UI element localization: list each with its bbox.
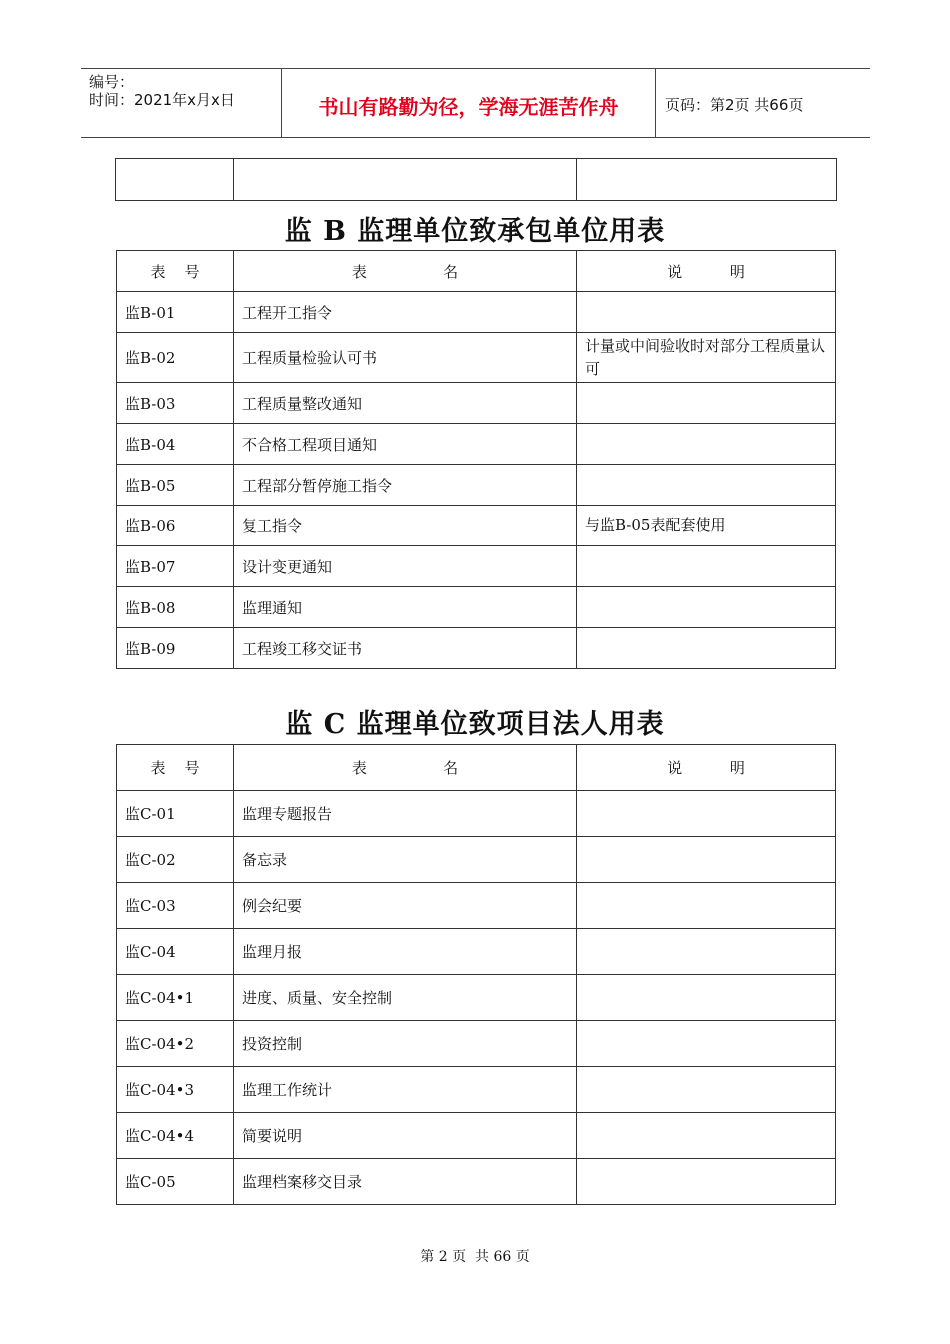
form-note [577, 837, 836, 883]
form-name: 监理档案移交目录 [234, 1159, 577, 1205]
doc-code-label: 编号： [89, 73, 135, 91]
form-name: 工程开工指令 [234, 292, 577, 333]
form-name: 工程部分暂停施工指令 [234, 465, 577, 506]
header-page-info: 页码：第2页 共66页 [665, 96, 804, 114]
form-name: 工程竣工移交证书 [234, 628, 577, 669]
form-name: 例会纪要 [234, 883, 577, 929]
column-header-code: 表 号 [117, 251, 234, 292]
form-code: 监B-04 [117, 424, 234, 465]
page-header [81, 68, 870, 138]
table-row [117, 1113, 836, 1159]
table-header-row [117, 251, 836, 292]
table-header-row [117, 745, 836, 791]
form-code: 监C-04•2 [117, 1021, 234, 1067]
table-row [117, 975, 836, 1021]
form-note [577, 424, 836, 465]
form-code: 监B-05 [117, 465, 234, 506]
form-note [577, 546, 836, 587]
table-row [117, 383, 836, 424]
form-name: 不合格工程项目通知 [234, 424, 577, 465]
form-code: 监C-05 [117, 1159, 234, 1205]
form-name: 复工指令 [234, 506, 577, 546]
doc-time-label: 时间：2021年x月x日 [89, 91, 235, 109]
table-row [117, 292, 836, 333]
form-code: 监B-06 [117, 506, 234, 546]
previous-table-remnant [115, 158, 837, 201]
form-code: 监C-04•4 [117, 1113, 234, 1159]
form-code: 监B-08 [117, 587, 234, 628]
form-name: 监理通知 [234, 587, 577, 628]
column-header-note: 说 明 [577, 745, 836, 791]
table-row [117, 1067, 836, 1113]
form-code: 监B-09 [117, 628, 234, 669]
table-row [117, 546, 836, 587]
form-note [577, 465, 836, 506]
form-name: 监理工作统计 [234, 1067, 577, 1113]
form-name: 简要说明 [234, 1113, 577, 1159]
table-row [117, 791, 836, 837]
table-cell [116, 159, 234, 201]
section-b-table [116, 250, 836, 669]
form-note [577, 929, 836, 975]
header-motto: 书山有路勤为径，学海无涯苦作舟 [318, 95, 619, 119]
form-name: 进度、质量、安全控制 [234, 975, 577, 1021]
form-code: 监C-04 [117, 929, 234, 975]
table-row [117, 628, 836, 669]
form-code: 监C-01 [117, 791, 234, 837]
table-row [117, 506, 836, 546]
form-note [577, 1067, 836, 1113]
form-code: 监B-03 [117, 383, 234, 424]
table-row [117, 465, 836, 506]
form-note [577, 1021, 836, 1067]
form-code: 监B-02 [117, 333, 234, 383]
form-name: 投资控制 [234, 1021, 577, 1067]
form-note [577, 292, 836, 333]
table-row [117, 587, 836, 628]
form-code: 监B-07 [117, 546, 234, 587]
table-row [117, 837, 836, 883]
form-note [577, 383, 836, 424]
form-name: 工程质量检验认可书 [234, 333, 577, 383]
table-row [117, 929, 836, 975]
section-c-table [116, 744, 836, 1205]
column-header-code: 表 号 [117, 745, 234, 791]
form-note [577, 975, 836, 1021]
form-code: 监C-04•3 [117, 1067, 234, 1113]
table-row [117, 333, 836, 383]
column-header-name: 表 名 [234, 251, 577, 292]
form-note [577, 587, 836, 628]
form-name: 监理月报 [234, 929, 577, 975]
table-row [117, 883, 836, 929]
form-code: 监C-03 [117, 883, 234, 929]
header-meta [89, 73, 235, 109]
table-cell [234, 159, 577, 201]
table-row [117, 424, 836, 465]
header-divider [655, 69, 656, 137]
table-cell [577, 159, 837, 201]
form-name: 工程质量整改通知 [234, 383, 577, 424]
form-note [577, 883, 836, 929]
form-note [577, 628, 836, 669]
form-name: 设计变更通知 [234, 546, 577, 587]
form-note [577, 791, 836, 837]
table-row [116, 159, 837, 201]
column-header-note: 说 明 [577, 251, 836, 292]
form-name: 备忘录 [234, 837, 577, 883]
section-b-title: 监 B 监理单位致承包单位用表 [284, 216, 666, 247]
table-row [117, 1159, 836, 1205]
form-code: 监B-01 [117, 292, 234, 333]
form-code: 监C-02 [117, 837, 234, 883]
form-note: 与监B-05表配套使用 [577, 506, 836, 546]
form-note [577, 1113, 836, 1159]
form-name: 监理专题报告 [234, 791, 577, 837]
page-footer: 第 2 页 共 66 页 [420, 1249, 530, 1265]
form-code: 监C-04•1 [117, 975, 234, 1021]
form-note [577, 1159, 836, 1205]
table-row [117, 1021, 836, 1067]
column-header-name: 表 名 [234, 745, 577, 791]
form-note: 计量或中间验收时对部分工程质量认可 [577, 333, 836, 383]
section-c-title: 监 C 监理单位致项目法人用表 [285, 709, 665, 740]
